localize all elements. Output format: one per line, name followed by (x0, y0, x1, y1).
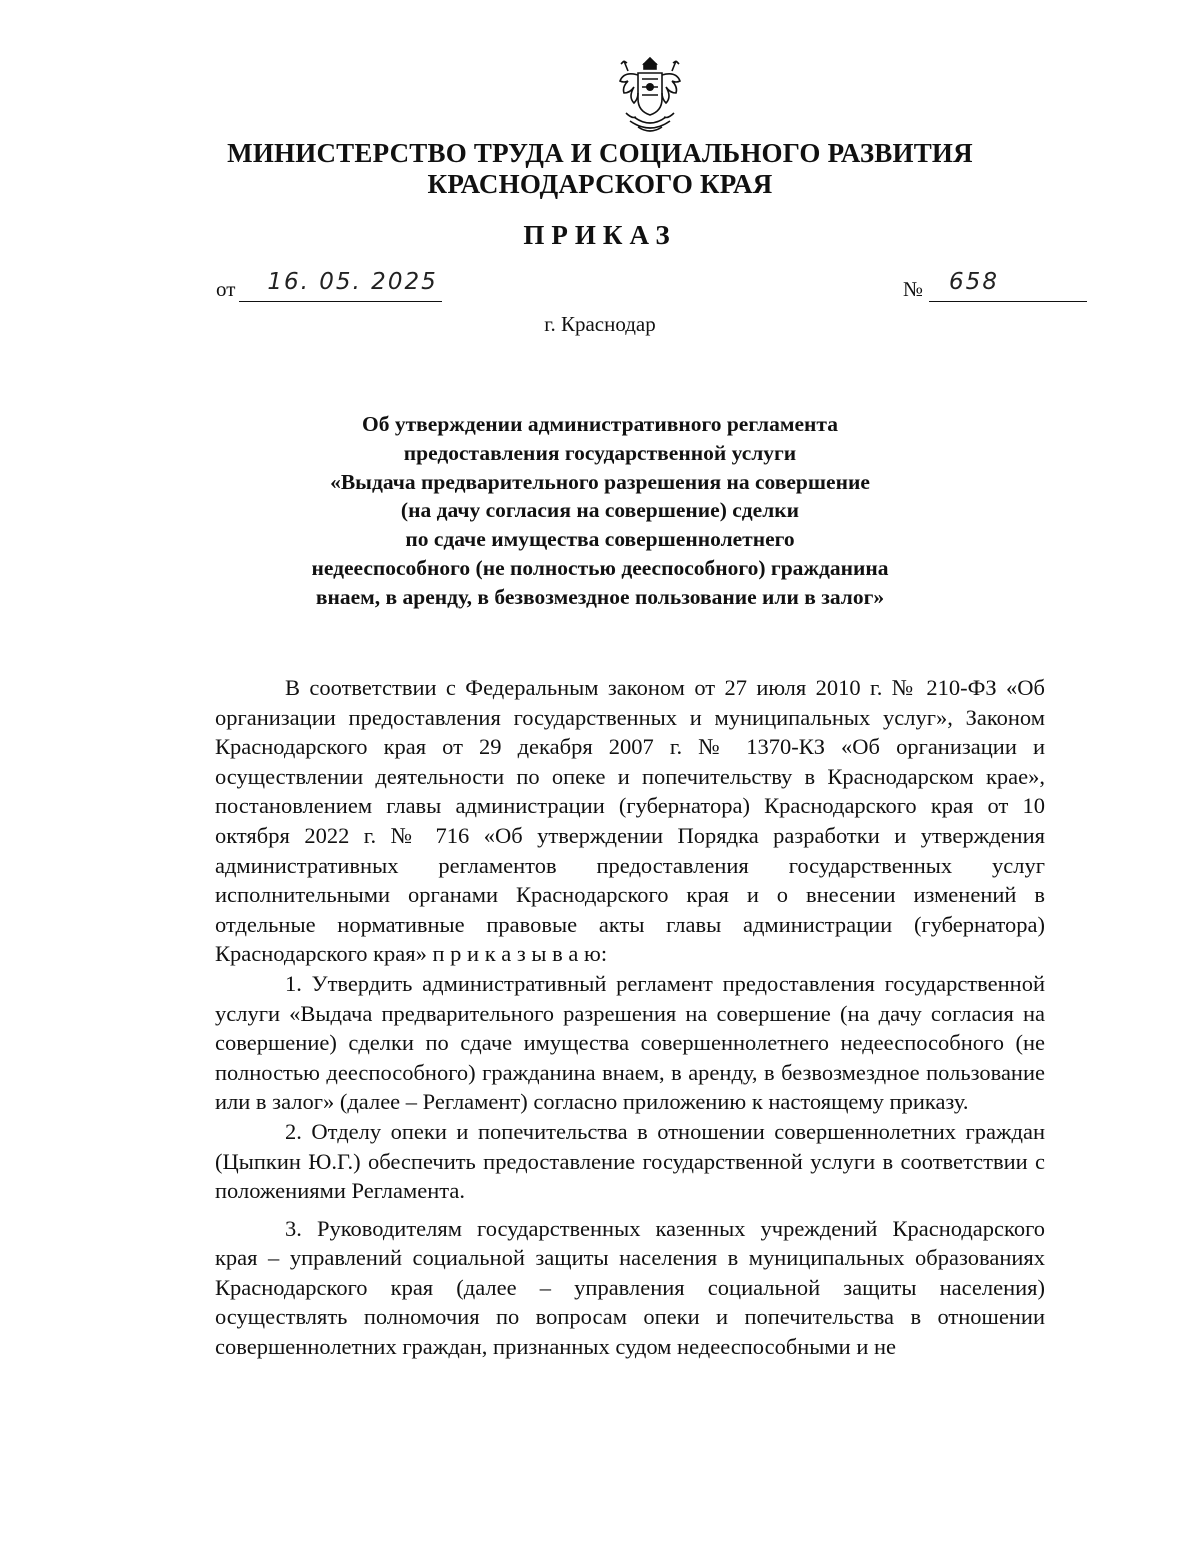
title-line: по сдаче имущества совершеннолетнего (405, 527, 795, 552)
paragraph-gap (215, 1206, 1045, 1214)
date-line (239, 269, 442, 302)
order-body (215, 673, 1045, 1362)
number-prefix: № (903, 277, 924, 301)
date-value: 16. 05. 2025 (267, 269, 438, 295)
document-type: ПРИКАЗ (523, 220, 677, 250)
title-line: (на дачу согласия на совершение) сделки (400, 498, 800, 523)
ministry-line-2: КРАСНОДАРСКОГО КРАЯ (427, 169, 773, 199)
city: г. Краснодар (544, 312, 656, 336)
number-line (929, 269, 1087, 302)
title-line: недееспособного (не полностью дееспособного) гражданина (311, 555, 889, 580)
order-title (0, 410, 1200, 612)
date-row (216, 269, 442, 302)
number-row (903, 269, 1087, 302)
body-paragraph-preamble: В соответствии с Федеральным законом от 27 июля 2010 г. № 210-ФЗ «Об организации предоставления государственных и муниципальных услуг», Законом Краснодарского края от 29 декабря 2007 г. № 1370-КЗ «Об организации и осуществлении деятельности по опеке и попечительству в Краснодарском крае», постановлением главы администрации (губернатора) Краснодарского края от 10 октября 2022 г. № 716 «Об утверждении Порядка разработки и утверждения административных регламентов предоставления государственных услуг исполнительными органами Краснодарского края и о внесении изменений в отдельные нормативные правовые акты главы администрации (губернатора) Краснодарского края» п р и к а з ы в а ю: (215, 675, 1045, 967)
body-paragraph-2: 2. Отделу опеки и попечительства в отношении совершеннолетних граждан (Цыпкин Ю.Г.) обеспечить предоставление государственной услуги в соответствии с положениями Регламента. (215, 1118, 1045, 1204)
title-line: Об утверждении административного регламента (362, 412, 838, 436)
ministry-line-1: МИНИСТЕРСТВО ТРУДА И СОЦИАЛЬНОГО РАЗВИТИЯ (227, 138, 973, 168)
body-paragraph-3: 3. Руководителям государственных казенных учреждений Краснодарского края – управлений социальной защиты населения в муниципальных образованиях Краснодарского края (далее – управления социальной защиты населения) осуществлять полномочия по вопросам опеки и попечительства в отношении совершеннолетних граждан, признанных судом недееспособными и не (215, 1215, 1045, 1360)
coat-of-arms-emblem (612, 55, 688, 137)
body-paragraph-1: 1. Утвердить административный регламент предоставления государственной услуги «Выдача предварительного разрешения на совершение (на дачу согласия на совершение) сделки по сдаче имущества совершеннолетнего недееспособного (не полностью дееспособного) гражданина внаем, в аренду, в безвозмездное пользование или в залог» (далее – Регламент) согласно приложению к настоящему приказу. (215, 970, 1045, 1115)
title-line: «Выдача предварительного разрешения на совершение (330, 469, 870, 494)
date-prefix: от (216, 277, 236, 301)
title-line: предоставления государственной услуги (403, 440, 797, 465)
title-line: внаем, в аренду, в безвозмездное пользование или в залог» (315, 584, 885, 609)
ministry-name (0, 138, 1200, 200)
number-value: 658 (949, 269, 999, 295)
